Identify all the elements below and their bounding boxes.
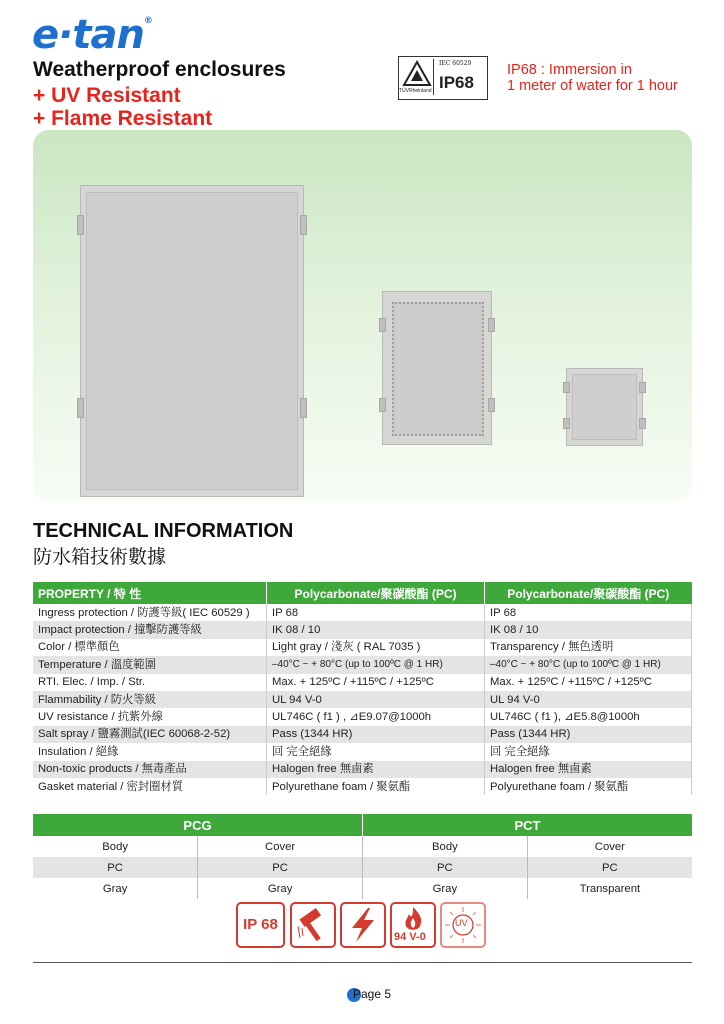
table-cell: Body xyxy=(363,836,528,857)
page-number-label: Page 5 xyxy=(353,987,392,1001)
property-label: Non-toxic products / 無毒產品 xyxy=(33,761,267,778)
feature-flame: + Flame Resistant xyxy=(33,107,213,130)
table-cell: –40°C ~ + 80°C (up to 100ºC @ 1 HR) xyxy=(267,656,485,673)
section-title-zh: 防水箱技術數據 xyxy=(33,546,167,568)
table-cell: Gray xyxy=(363,878,528,899)
ip68-icon: IP 68 xyxy=(236,902,285,948)
table-cell: 回 完全絕緣 xyxy=(485,743,692,760)
product-photo xyxy=(33,130,692,501)
table-cell: Max. + 125ºC / +115ºC / +125ºC xyxy=(485,674,692,691)
section-title: TECHNICAL INFORMATION xyxy=(33,520,294,542)
property-label: Temperature / 溫度範圍 xyxy=(33,656,267,673)
pcg-header: PCG xyxy=(33,814,363,836)
table-row xyxy=(33,656,692,673)
table-cell: UL 94 V-0 xyxy=(267,691,485,708)
flame-rating-label: 94 V-0 xyxy=(394,931,426,943)
table-cell: Pass (1344 HR) xyxy=(267,726,485,743)
cert-rating: IP68 xyxy=(439,73,474,92)
page-number xyxy=(347,987,392,1001)
table-cell: Transparent xyxy=(527,878,692,899)
property-label: Ingress protection / 防護等級( IEC 60529 ) xyxy=(33,604,267,621)
table-cell: Halogen free 無鹵素 xyxy=(267,761,485,778)
table-row xyxy=(33,726,692,743)
pct-header: PCT xyxy=(363,814,693,836)
flame-icon xyxy=(390,902,436,948)
table-row xyxy=(33,857,692,878)
feature-uv: + UV Resistant xyxy=(33,84,181,107)
table-row xyxy=(33,708,692,725)
cert-standard: IEC 60529 xyxy=(439,60,472,67)
table-row xyxy=(33,604,692,621)
table-cell: PC xyxy=(33,857,198,878)
property-header: PROPERTY / 特 性 xyxy=(33,582,267,604)
table-cell: UL746C ( f1 ) , ⊿E9.07@1000h xyxy=(267,708,485,725)
property-label: Insulation / 絕緣 xyxy=(33,743,267,760)
table-cell: UL746C ( f1 ), ⊿E5.8@1000h xyxy=(485,708,692,725)
property-label: Flammability / 防火等級 xyxy=(33,691,267,708)
table-row xyxy=(33,674,692,691)
table-row xyxy=(33,761,692,778)
table-cell: Halogen free 無鹵素 xyxy=(485,761,692,778)
table-cell: Cover xyxy=(198,836,363,857)
electric-insulation-icon xyxy=(340,902,386,948)
table-row xyxy=(33,778,692,795)
medium-enclosure-image xyxy=(382,291,492,445)
impact-hammer-icon xyxy=(290,902,336,948)
table-cell: 回 完全絕緣 xyxy=(267,743,485,760)
table-cell: Polyurethane foam / 聚氨酯 xyxy=(485,778,692,795)
property-label: UV resistance / 抗紫外線 xyxy=(33,708,267,725)
material-table xyxy=(33,814,692,899)
cert-issuer: TÜVRheinland xyxy=(399,88,432,94)
ip-note xyxy=(507,62,678,94)
table-cell: –40°C ~ + 80°C (up to 100ºC @ 1 HR) xyxy=(485,656,692,673)
small-enclosure-image xyxy=(566,368,643,446)
pc-clear-header: Polycarbonate/聚碳酸酯 (PC) xyxy=(485,582,692,604)
properties-table xyxy=(33,582,692,795)
table-cell: Light gray / 淺灰 ( RAL 7035 ) xyxy=(267,639,485,656)
table-row xyxy=(33,691,692,708)
footer-divider xyxy=(33,962,692,963)
table-cell: Cover xyxy=(527,836,692,857)
table-cell: PC xyxy=(363,857,528,878)
table-cell: PC xyxy=(198,857,363,878)
table-cell: Max. + 125ºC / +115ºC / +125ºC xyxy=(267,674,485,691)
uv-resistant-icon xyxy=(440,902,486,948)
table-row xyxy=(33,836,692,857)
table-row xyxy=(33,878,692,899)
page-title: Weatherproof enclosures xyxy=(33,58,286,81)
uv-label: UV xyxy=(455,918,468,928)
table-cell: Pass (1344 HR) xyxy=(485,726,692,743)
property-label: Gasket material / 密封圈材質 xyxy=(33,778,267,795)
properties-header-row xyxy=(33,582,692,604)
ip-note-line2: 1 meter of water for 1 hour xyxy=(507,78,678,94)
property-label: Salt spray / 鹽霧測試(IEC 60068-2-52) xyxy=(33,726,267,743)
table-row xyxy=(33,743,692,760)
tuv-certificate-badge xyxy=(398,56,488,100)
table-cell: IP 68 xyxy=(267,604,485,621)
table-cell: PC xyxy=(527,857,692,878)
table-cell: Transparency / 無色透明 xyxy=(485,639,692,656)
table-cell: Polyurethane foam / 聚氨酯 xyxy=(267,778,485,795)
table-cell: Body xyxy=(102,840,128,853)
table-cell: IK 08 / 10 xyxy=(267,621,485,638)
brand-logo: e·tan® xyxy=(32,12,152,58)
property-label: Color / 標準顏色 xyxy=(33,639,267,656)
table-cell: IK 08 / 10 xyxy=(485,621,692,638)
property-label: RTI. Elec. / Imp. / Str. xyxy=(33,674,267,691)
ip-note-line1: IP68 : Immersion in xyxy=(507,62,632,78)
table-row xyxy=(33,621,692,638)
large-enclosure-image xyxy=(80,185,304,497)
material-header-row xyxy=(33,814,692,836)
table-cell: UL 94 V-0 xyxy=(485,691,692,708)
table-cell: Gray xyxy=(198,878,363,899)
table-cell: Gray xyxy=(102,882,128,895)
table-cell: IP 68 xyxy=(485,604,692,621)
property-label: Impact protection / 撞擊防護等級 xyxy=(33,621,267,638)
pc-gray-header: Polycarbonate/聚碳酸酯 (PC) xyxy=(267,582,485,604)
table-row xyxy=(33,639,692,656)
